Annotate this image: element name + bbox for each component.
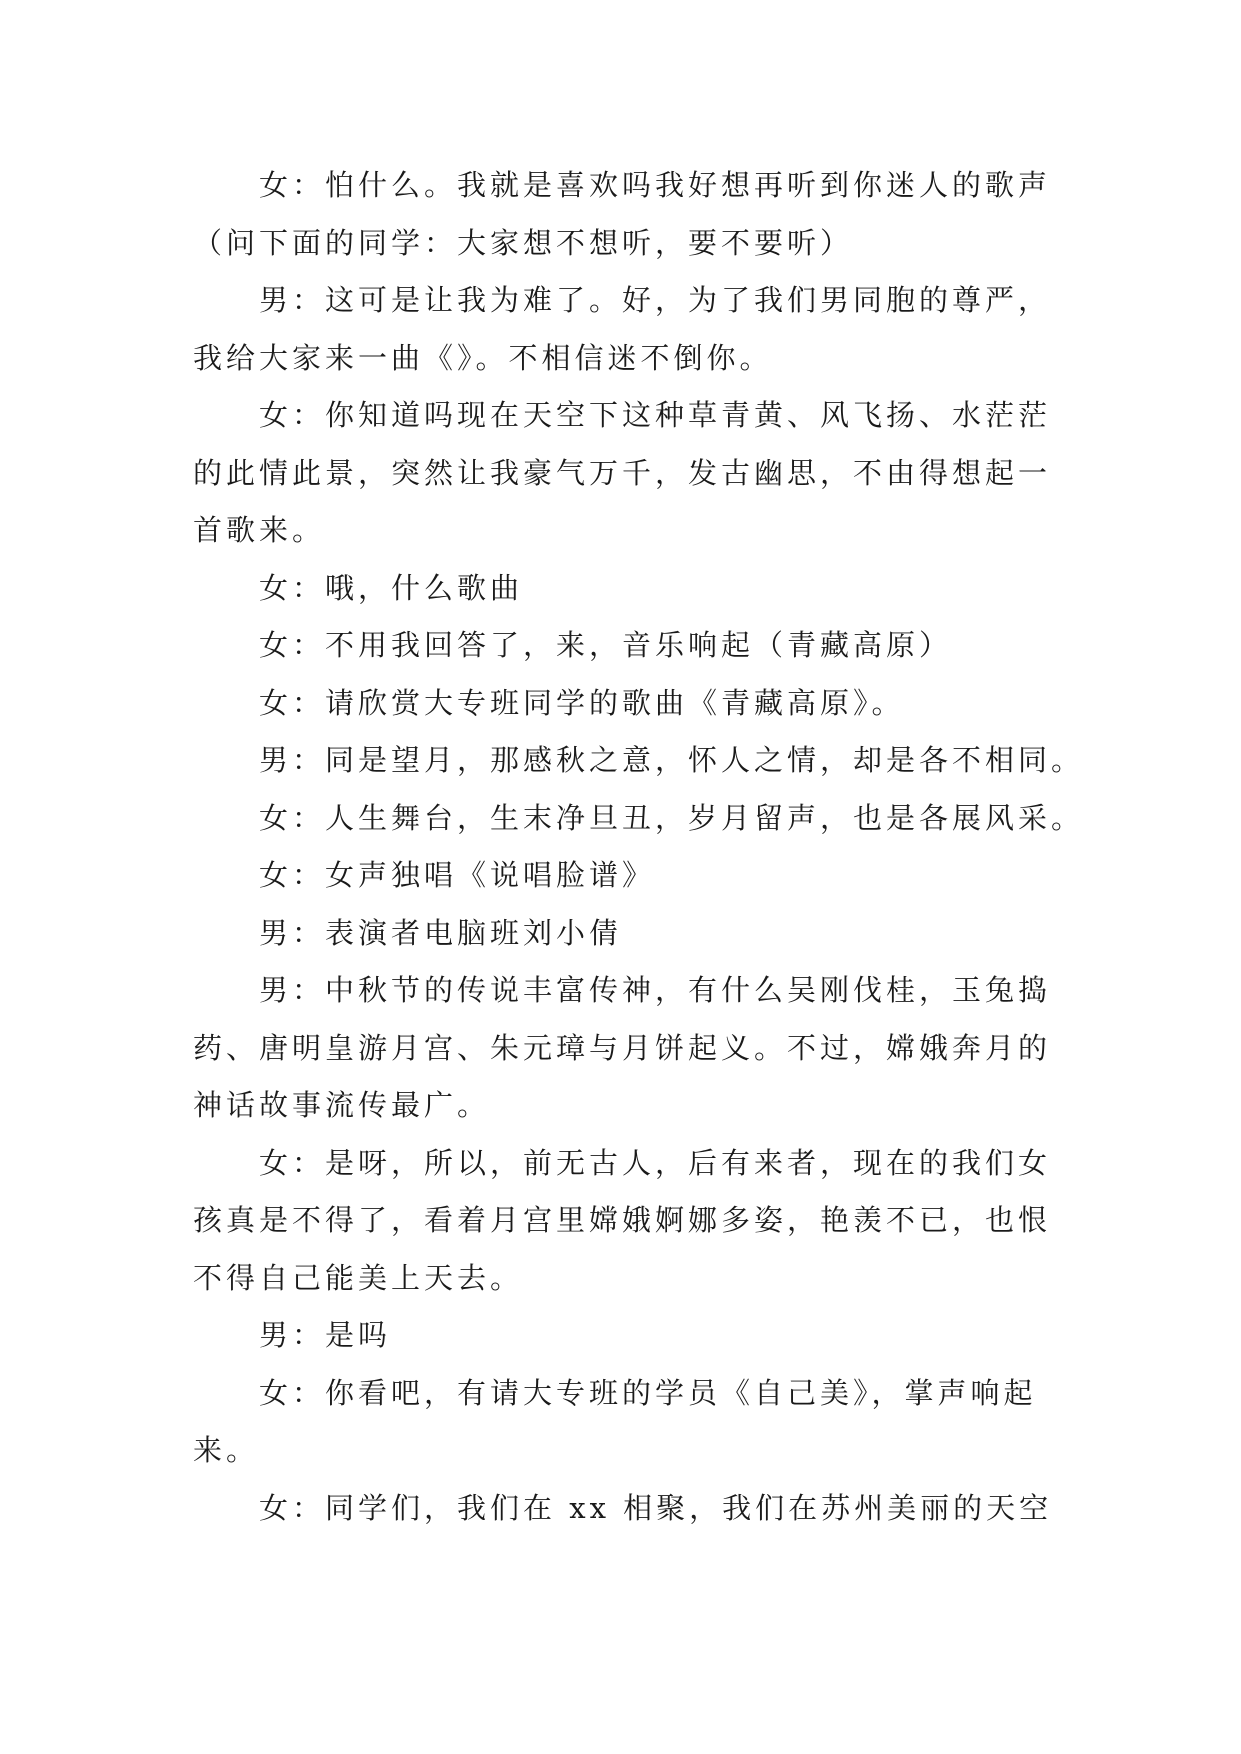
text-line: 神话故事流传最广。 [193,1088,491,1122]
text-line: 女：你看吧，有请大专班的学员《自己美》，掌声响起 [259,1375,1037,1410]
paragraph-8 [193,790,1085,848]
paragraph-1 [193,157,1061,272]
text-line: 女：人生舞台，生末净旦丑，岁月留声，也是各展风采。 [259,800,1085,835]
paragraph-15 [193,1480,1061,1538]
paragraph-6 [193,675,1061,733]
text-line: 女：不用我回答了，来，音乐响起（青藏高原） [259,628,953,662]
text-line: 孩真是不得了，看着月宫里嫦娥婀娜多姿，艳羡不已，也恨 [193,1203,1052,1237]
text-line: 男：同是望月，那感秋之意，怀人之情，却是各不相同。 [259,743,1085,777]
text-line: 女：女声独唱《说唱脸谱》 [259,858,656,892]
paragraph-3 [193,387,1061,560]
paragraph-11 [193,962,1061,1135]
text-line: 药、唐明皇游月宫、朱元璋与月饼起义。不过，嫦娥奔月的 [193,1030,1052,1065]
text-line: 女：你知道吗现在天空下这种草青黄、风飞扬、水茫茫 [259,398,1052,432]
paragraph-10 [193,905,1061,963]
text-line: 首歌来。 [193,513,326,547]
document-body [193,157,1085,1537]
text-line: 男：表演者电脑班刘小倩 [259,915,623,950]
text-line: 男：中秋节的传说丰富传神，有什么吴刚伐桂，玉兔捣 [259,973,1052,1007]
paragraph-14 [193,1365,1061,1480]
text-line: 女：怕什么。我就是喜欢吗我好想再听到你迷人的歌声 [259,168,1052,202]
text-line: 女：请欣赏大专班同学的歌曲《青藏高原》。 [259,685,905,720]
paragraph-12 [193,1135,1061,1308]
text-line: 男：这可是让我为难了。好，为了我们男同胞的尊严， [259,283,1052,317]
paragraph-7 [193,732,1085,790]
paragraph-9 [193,847,1061,905]
text-line: 男：是吗 [259,1318,392,1352]
paragraph-13 [193,1307,1061,1365]
text-line: 女：哦，什么歌曲 [259,570,524,605]
text-line: （问下面的同学：大家想不想听，要不要听） [193,225,854,260]
text-line: 的此情此景，突然让我豪气万千，发古幽思，不由得想起一 [193,455,1052,490]
paragraph-2 [193,272,1061,387]
text-line: 女：是呀，所以，前无古人，后有来者，现在的我们女 [259,1145,1052,1180]
text-line: 来。 [193,1433,260,1467]
text-line: 女：同学们，我们在 xx 相聚，我们在苏州美丽的天空 [259,1490,1053,1525]
text-line: 我给大家来一曲《》。不相信迷不倒你。 [193,340,773,375]
text-line: 不得自己能美上天去。 [193,1260,524,1295]
paragraph-4 [193,560,1061,618]
paragraph-5 [193,617,1061,675]
